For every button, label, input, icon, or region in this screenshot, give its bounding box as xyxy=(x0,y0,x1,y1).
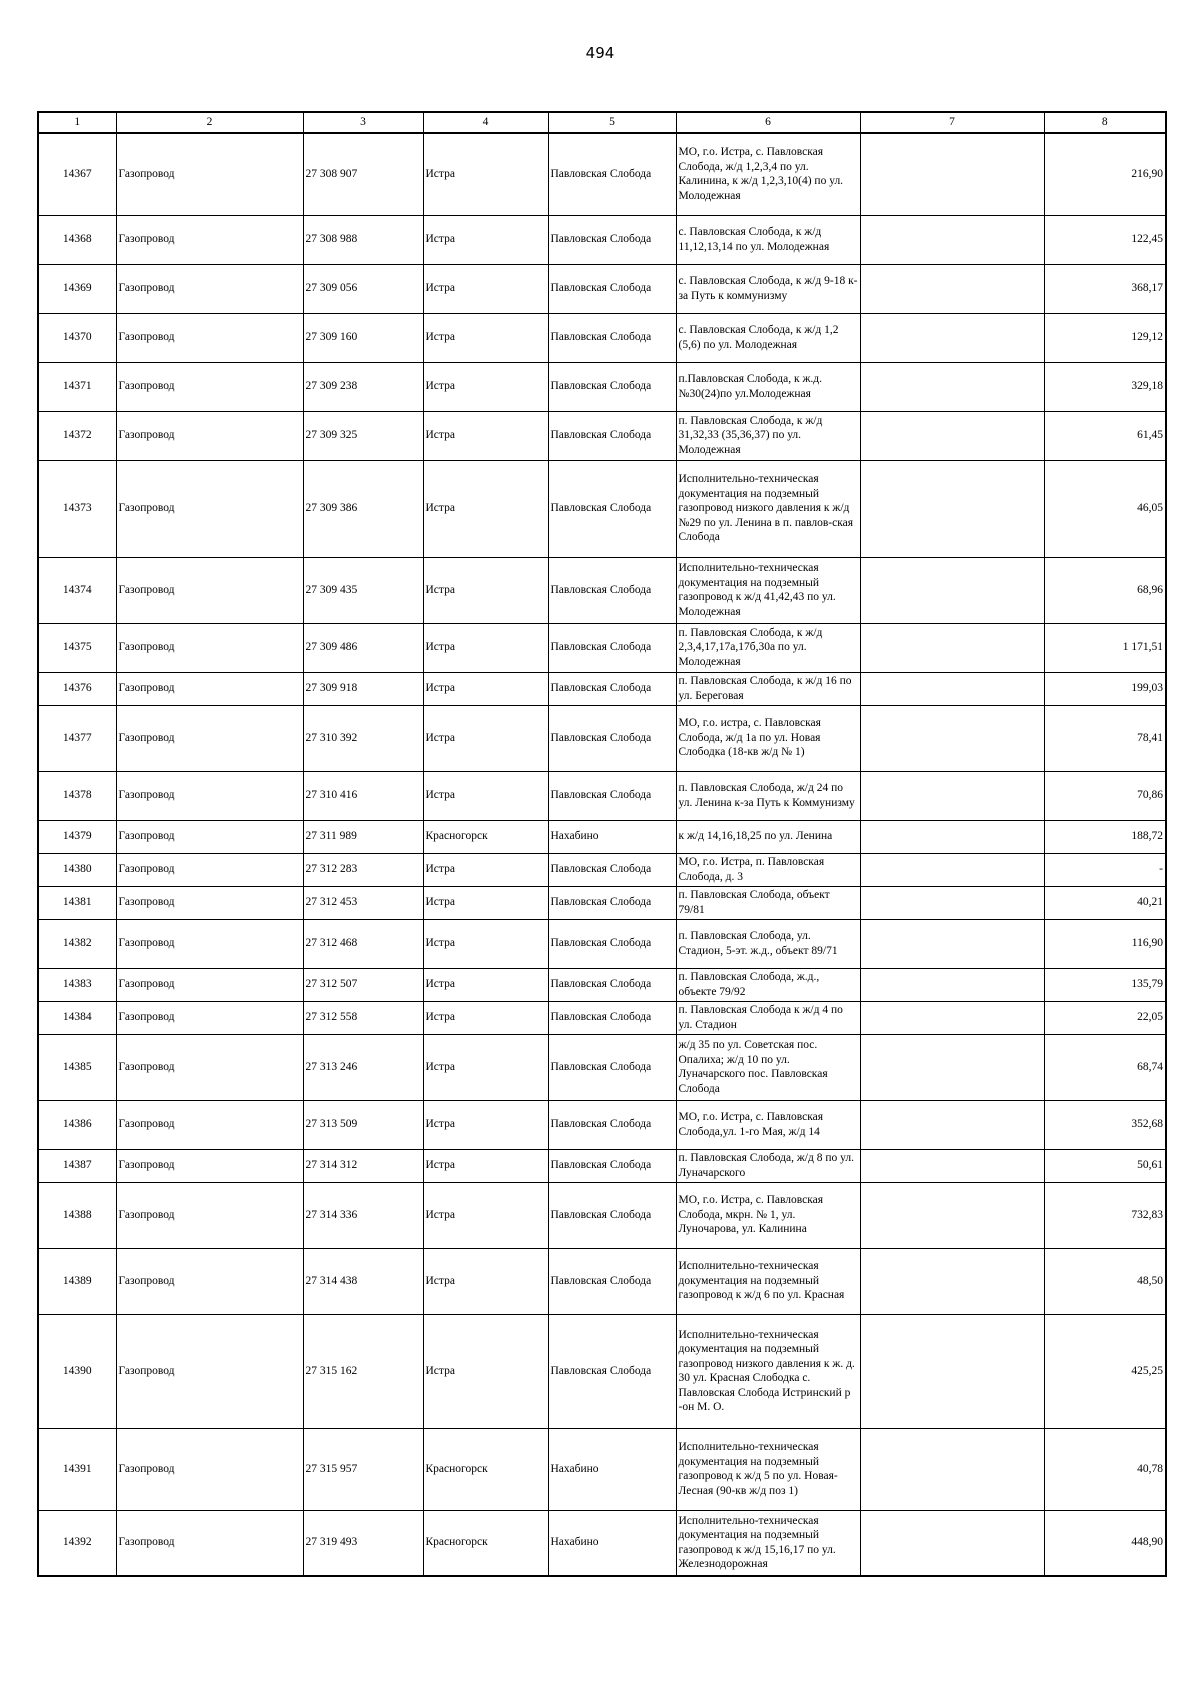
cell-settlement: Павловская Слобода xyxy=(548,623,676,672)
cell-col7 xyxy=(860,313,1044,362)
cell-address: п. Павловская Слобода, ж/д 24 по ул. Ленина к-за Путь к Коммунизму xyxy=(676,771,860,820)
cell-code: 27 319 493 xyxy=(303,1510,423,1576)
table-row xyxy=(38,1248,1166,1314)
cell-name: Газопровод xyxy=(116,853,303,886)
cell-value: 50,61 xyxy=(1044,1149,1166,1182)
cell-district: Истра xyxy=(423,968,548,1001)
cell-name: Газопровод xyxy=(116,886,303,919)
cell-value: 732,83 xyxy=(1044,1182,1166,1248)
cell-district: Истра xyxy=(423,1182,548,1248)
cell-district: Истра xyxy=(423,313,548,362)
cell-id: 14390 xyxy=(38,1314,116,1428)
cell-settlement: Павловская Слобода xyxy=(548,1100,676,1149)
cell-name: Газопровод xyxy=(116,1428,303,1510)
cell-name: Газопровод xyxy=(116,1314,303,1428)
cell-id: 14384 xyxy=(38,1001,116,1034)
cell-code: 27 309 386 xyxy=(303,460,423,557)
cell-settlement: Павловская Слобода xyxy=(548,919,676,968)
cell-col7 xyxy=(860,215,1044,264)
cell-settlement: Павловская Слобода xyxy=(548,1001,676,1034)
cell-value: 1 171,51 xyxy=(1044,623,1166,672)
cell-code: 27 312 507 xyxy=(303,968,423,1001)
cell-value: 68,96 xyxy=(1044,557,1166,623)
cell-id: 14368 xyxy=(38,215,116,264)
cell-name: Газопровод xyxy=(116,264,303,313)
cell-address: п.Павловская Слобода, к ж.д.№30(24)по ул.Молодежная xyxy=(676,362,860,411)
cell-col7 xyxy=(860,557,1044,623)
cell-address: МО, г.о. истра, с. Павловская Слобода, ж/д 1а по ул. Новая Слободка (18-кв ж/д № 1) xyxy=(676,705,860,771)
cell-district: Истра xyxy=(423,264,548,313)
cell-settlement: Павловская Слобода xyxy=(548,215,676,264)
cell-col7 xyxy=(860,1314,1044,1428)
cell-col7 xyxy=(860,264,1044,313)
cell-code: 27 311 989 xyxy=(303,820,423,853)
table-row xyxy=(38,853,1166,886)
cell-value: 329,18 xyxy=(1044,362,1166,411)
cell-address: п. Павловская Слобода, к ж/д 2,3,4,17,17а,17б,30а по ул. Молодежная xyxy=(676,623,860,672)
cell-name: Газопровод xyxy=(116,1182,303,1248)
cell-name: Газопровод xyxy=(116,1100,303,1149)
cell-settlement: Павловская Слобода xyxy=(548,313,676,362)
cell-code: 27 315 162 xyxy=(303,1314,423,1428)
cell-value: 68,74 xyxy=(1044,1034,1166,1100)
cell-id: 14376 xyxy=(38,672,116,705)
cell-col7 xyxy=(860,968,1044,1001)
table-row xyxy=(38,919,1166,968)
cell-value: 61,45 xyxy=(1044,411,1166,460)
cell-value: 425,25 xyxy=(1044,1314,1166,1428)
table-row xyxy=(38,1034,1166,1100)
cell-col7 xyxy=(860,853,1044,886)
cell-address: Исполнительно-техническая документация на подземный газопровод к ж/д 5 по ул. Новая-Лесная (90-кв ж/д поз 1) xyxy=(676,1428,860,1510)
cell-name: Газопровод xyxy=(116,1001,303,1034)
cell-district: Истра xyxy=(423,215,548,264)
cell-address: МО, г.о. Истра, с. Павловская Слобода, мкрн. № 1, ул. Луночарова, ул. Калинина xyxy=(676,1182,860,1248)
column-header: 3 xyxy=(303,112,423,133)
cell-district: Истра xyxy=(423,1034,548,1100)
cell-address: п. Павловская Слобода к ж/д 4 по ул. Стадион xyxy=(676,1001,860,1034)
table-row xyxy=(38,133,1166,215)
cell-id: 14370 xyxy=(38,313,116,362)
table-row xyxy=(38,1510,1166,1576)
cell-settlement: Нахабино xyxy=(548,1428,676,1510)
cell-district: Истра xyxy=(423,672,548,705)
cell-district: Истра xyxy=(423,133,548,215)
cell-value: 352,68 xyxy=(1044,1100,1166,1149)
cell-id: 14391 xyxy=(38,1428,116,1510)
cell-district: Истра xyxy=(423,1149,548,1182)
table-row xyxy=(38,1314,1166,1428)
cell-value: 46,05 xyxy=(1044,460,1166,557)
cell-district: Истра xyxy=(423,1248,548,1314)
table-row xyxy=(38,672,1166,705)
table-row xyxy=(38,1428,1166,1510)
cell-code: 27 314 312 xyxy=(303,1149,423,1182)
cell-name: Газопровод xyxy=(116,1248,303,1314)
cell-name: Газопровод xyxy=(116,705,303,771)
cell-col7 xyxy=(860,1149,1044,1182)
cell-address: МО, г.о. Истра, с. Павловская Слобода,ул. 1-го Мая, ж/д 14 xyxy=(676,1100,860,1149)
cell-id: 14377 xyxy=(38,705,116,771)
cell-address: п. Павловская Слобода, к ж/д 31,32,33 (35,36,37) по ул. Молодежная xyxy=(676,411,860,460)
cell-address: Исполнительно-техническая документация на подземный газопровод к ж/д 6 по ул. Красная xyxy=(676,1248,860,1314)
cell-col7 xyxy=(860,886,1044,919)
cell-settlement: Павловская Слобода xyxy=(548,133,676,215)
cell-settlement: Павловская Слобода xyxy=(548,853,676,886)
cell-id: 14372 xyxy=(38,411,116,460)
cell-address: ж/д 35 по ул. Советская пос. Опалиха; ж/д 10 по ул. Луначарского пос. Павловская Слобода xyxy=(676,1034,860,1100)
cell-address: МО, г.о. Истра, с. Павловская Слобода, ж/д 1,2,3,4 по ул. Калинина, к ж/д 1,2,3,10(4) по ул. Молодежная xyxy=(676,133,860,215)
cell-name: Газопровод xyxy=(116,313,303,362)
cell-district: Истра xyxy=(423,886,548,919)
cell-code: 27 308 988 xyxy=(303,215,423,264)
table-row xyxy=(38,820,1166,853)
cell-address: МО, г.о. Истра, п. Павловская Слобода, д. 3 xyxy=(676,853,860,886)
cell-name: Газопровод xyxy=(116,919,303,968)
cell-id: 14381 xyxy=(38,886,116,919)
cell-code: 27 314 438 xyxy=(303,1248,423,1314)
cell-address: Исполнительно-техническая документация на подземный газопровод низкого давления к ж. д. 30 ул. Красная Слободка с. Павловская Слобода Истринский р -он М. О. xyxy=(676,1314,860,1428)
cell-id: 14367 xyxy=(38,133,116,215)
cell-settlement: Павловская Слобода xyxy=(548,886,676,919)
cell-col7 xyxy=(860,1248,1044,1314)
cell-settlement: Павловская Слобода xyxy=(548,705,676,771)
column-header: 8 xyxy=(1044,112,1166,133)
cell-settlement: Павловская Слобода xyxy=(548,460,676,557)
cell-id: 14387 xyxy=(38,1149,116,1182)
cell-code: 27 310 392 xyxy=(303,705,423,771)
cell-settlement: Павловская Слобода xyxy=(548,1314,676,1428)
column-header: 6 xyxy=(676,112,860,133)
cell-settlement: Павловская Слобода xyxy=(548,557,676,623)
cell-id: 14379 xyxy=(38,820,116,853)
page-number: 494 xyxy=(585,44,615,62)
cell-code: 27 309 056 xyxy=(303,264,423,313)
table-row xyxy=(38,705,1166,771)
table-row xyxy=(38,771,1166,820)
cell-code: 27 309 435 xyxy=(303,557,423,623)
cell-name: Газопровод xyxy=(116,215,303,264)
cell-name: Газопровод xyxy=(116,133,303,215)
cell-col7 xyxy=(860,771,1044,820)
cell-district: Истра xyxy=(423,362,548,411)
column-header-row xyxy=(38,112,1166,133)
cell-col7 xyxy=(860,623,1044,672)
column-header: 5 xyxy=(548,112,676,133)
cell-district: Истра xyxy=(423,771,548,820)
cell-value: 448,90 xyxy=(1044,1510,1166,1576)
cell-col7 xyxy=(860,1001,1044,1034)
cell-id: 14378 xyxy=(38,771,116,820)
table-row xyxy=(38,1182,1166,1248)
cell-address: Исполнительно-техническая документация на подземный газопровод низкого давления к ж/д №29 по ул. Ленина в п. павлов-ская Слобода xyxy=(676,460,860,557)
cell-id: 14375 xyxy=(38,623,116,672)
cell-id: 14371 xyxy=(38,362,116,411)
cell-id: 14383 xyxy=(38,968,116,1001)
cell-address: с. Павловская Слобода, к ж/д 11,12,13,14 по ул. Молодежная xyxy=(676,215,860,264)
cell-code: 27 312 468 xyxy=(303,919,423,968)
cell-settlement: Павловская Слобода xyxy=(548,968,676,1001)
cell-id: 14369 xyxy=(38,264,116,313)
table-row xyxy=(38,557,1166,623)
cell-id: 14373 xyxy=(38,460,116,557)
table-row xyxy=(38,215,1166,264)
cell-address: Исполнительно-техническая документация на подземный газопровод к ж/д 41,42,43 по ул. Молодежная xyxy=(676,557,860,623)
cell-col7 xyxy=(860,133,1044,215)
cell-address: п. Павловская Слобода, ж.д., объекте 79/92 xyxy=(676,968,860,1001)
cell-settlement: Павловская Слобода xyxy=(548,672,676,705)
cell-district: Истра xyxy=(423,460,548,557)
cell-settlement: Павловская Слобода xyxy=(548,264,676,313)
cell-col7 xyxy=(860,1034,1044,1100)
cell-id: 14392 xyxy=(38,1510,116,1576)
cell-name: Газопровод xyxy=(116,1149,303,1182)
cell-col7 xyxy=(860,1510,1044,1576)
column-header: 1 xyxy=(38,112,116,133)
cell-col7 xyxy=(860,672,1044,705)
cell-code: 27 312 453 xyxy=(303,886,423,919)
cell-code: 27 309 486 xyxy=(303,623,423,672)
cell-value: 188,72 xyxy=(1044,820,1166,853)
cell-col7 xyxy=(860,820,1044,853)
cell-code: 27 313 509 xyxy=(303,1100,423,1149)
cell-value: 122,45 xyxy=(1044,215,1166,264)
cell-district: Истра xyxy=(423,1100,548,1149)
cell-value: 78,41 xyxy=(1044,705,1166,771)
cell-value: 135,79 xyxy=(1044,968,1166,1001)
cell-value: 216,90 xyxy=(1044,133,1166,215)
cell-code: 27 309 918 xyxy=(303,672,423,705)
table-row xyxy=(38,460,1166,557)
cell-name: Газопровод xyxy=(116,623,303,672)
cell-name: Газопровод xyxy=(116,771,303,820)
table-row xyxy=(38,1149,1166,1182)
cell-id: 14374 xyxy=(38,557,116,623)
cell-id: 14385 xyxy=(38,1034,116,1100)
cell-value: 368,17 xyxy=(1044,264,1166,313)
cell-district: Истра xyxy=(423,1314,548,1428)
cell-address: п. Павловская Слобода, ж/д 8 по ул. Луначарского xyxy=(676,1149,860,1182)
cell-id: 14388 xyxy=(38,1182,116,1248)
cell-name: Газопровод xyxy=(116,1034,303,1100)
cell-code: 27 310 416 xyxy=(303,771,423,820)
cell-address: п. Павловская Слобода, объект 79/81 xyxy=(676,886,860,919)
cell-district: Красногорск xyxy=(423,1510,548,1576)
cell-code: 27 313 246 xyxy=(303,1034,423,1100)
cell-district: Красногорск xyxy=(423,820,548,853)
cell-id: 14382 xyxy=(38,919,116,968)
table-row xyxy=(38,886,1166,919)
cell-district: Истра xyxy=(423,623,548,672)
cell-value: 70,86 xyxy=(1044,771,1166,820)
cell-address: с. Павловская Слобода, к ж/д 9-18 к-за Путь к коммунизму xyxy=(676,264,860,313)
cell-district: Истра xyxy=(423,919,548,968)
cell-col7 xyxy=(860,411,1044,460)
cell-settlement: Павловская Слобода xyxy=(548,1149,676,1182)
column-header: 2 xyxy=(116,112,303,133)
table-row xyxy=(38,313,1166,362)
cell-id: 14389 xyxy=(38,1248,116,1314)
column-header: 4 xyxy=(423,112,548,133)
cell-name: Газопровод xyxy=(116,362,303,411)
registry-table xyxy=(37,111,1167,1577)
cell-col7 xyxy=(860,1182,1044,1248)
cell-value: 199,03 xyxy=(1044,672,1166,705)
cell-value: 48,50 xyxy=(1044,1248,1166,1314)
cell-district: Красногорск xyxy=(423,1428,548,1510)
cell-col7 xyxy=(860,705,1044,771)
table-row xyxy=(38,968,1166,1001)
column-header: 7 xyxy=(860,112,1044,133)
cell-settlement: Павловская Слобода xyxy=(548,1248,676,1314)
cell-district: Истра xyxy=(423,1001,548,1034)
cell-col7 xyxy=(860,1428,1044,1510)
cell-code: 27 309 160 xyxy=(303,313,423,362)
cell-settlement: Павловская Слобода xyxy=(548,771,676,820)
table-row xyxy=(38,362,1166,411)
cell-code: 27 309 238 xyxy=(303,362,423,411)
cell-address: п. Павловская Слобода, ул. Стадион, 5-эт. ж.д., объект 89/71 xyxy=(676,919,860,968)
cell-settlement: Павловская Слобода xyxy=(548,1034,676,1100)
cell-name: Газопровод xyxy=(116,460,303,557)
cell-value: 22,05 xyxy=(1044,1001,1166,1034)
cell-code: 27 309 325 xyxy=(303,411,423,460)
table-row xyxy=(38,1100,1166,1149)
cell-value: 129,12 xyxy=(1044,313,1166,362)
cell-code: 27 315 957 xyxy=(303,1428,423,1510)
cell-address: Исполнительно-техническая документация на подземный газопровод к ж/д 15,16,17 по ул. Железнодорожная xyxy=(676,1510,860,1576)
cell-address: п. Павловская Слобода, к ж/д 16 по ул. Береговая xyxy=(676,672,860,705)
cell-code: 27 312 283 xyxy=(303,853,423,886)
cell-district: Истра xyxy=(423,705,548,771)
cell-address: к ж/д 14,16,18,25 по ул. Ленина xyxy=(676,820,860,853)
cell-settlement: Нахабино xyxy=(548,1510,676,1576)
table-row xyxy=(38,264,1166,313)
cell-id: 14386 xyxy=(38,1100,116,1149)
cell-code: 27 314 336 xyxy=(303,1182,423,1248)
cell-code: 27 312 558 xyxy=(303,1001,423,1034)
cell-address: с. Павловская Слобода, к ж/д 1,2 (5,6) по ул. Молодежная xyxy=(676,313,860,362)
table-row xyxy=(38,411,1166,460)
cell-name: Газопровод xyxy=(116,968,303,1001)
cell-col7 xyxy=(860,1100,1044,1149)
cell-settlement: Павловская Слобода xyxy=(548,411,676,460)
cell-code: 27 308 907 xyxy=(303,133,423,215)
cell-name: Газопровод xyxy=(116,411,303,460)
cell-district: Истра xyxy=(423,557,548,623)
cell-value: 116,90 xyxy=(1044,919,1166,968)
cell-district: Истра xyxy=(423,411,548,460)
cell-value: 40,78 xyxy=(1044,1428,1166,1510)
cell-value: - xyxy=(1044,853,1166,886)
table-row xyxy=(38,623,1166,672)
table-row xyxy=(38,1001,1166,1034)
cell-col7 xyxy=(860,460,1044,557)
cell-id: 14380 xyxy=(38,853,116,886)
cell-name: Газопровод xyxy=(116,557,303,623)
cell-name: Газопровод xyxy=(116,820,303,853)
cell-col7 xyxy=(860,919,1044,968)
cell-settlement: Нахабино xyxy=(548,820,676,853)
cell-name: Газопровод xyxy=(116,672,303,705)
cell-settlement: Павловская Слобода xyxy=(548,362,676,411)
cell-value: 40,21 xyxy=(1044,886,1166,919)
cell-name: Газопровод xyxy=(116,1510,303,1576)
cell-settlement: Павловская Слобода xyxy=(548,1182,676,1248)
cell-col7 xyxy=(860,362,1044,411)
cell-district: Истра xyxy=(423,853,548,886)
